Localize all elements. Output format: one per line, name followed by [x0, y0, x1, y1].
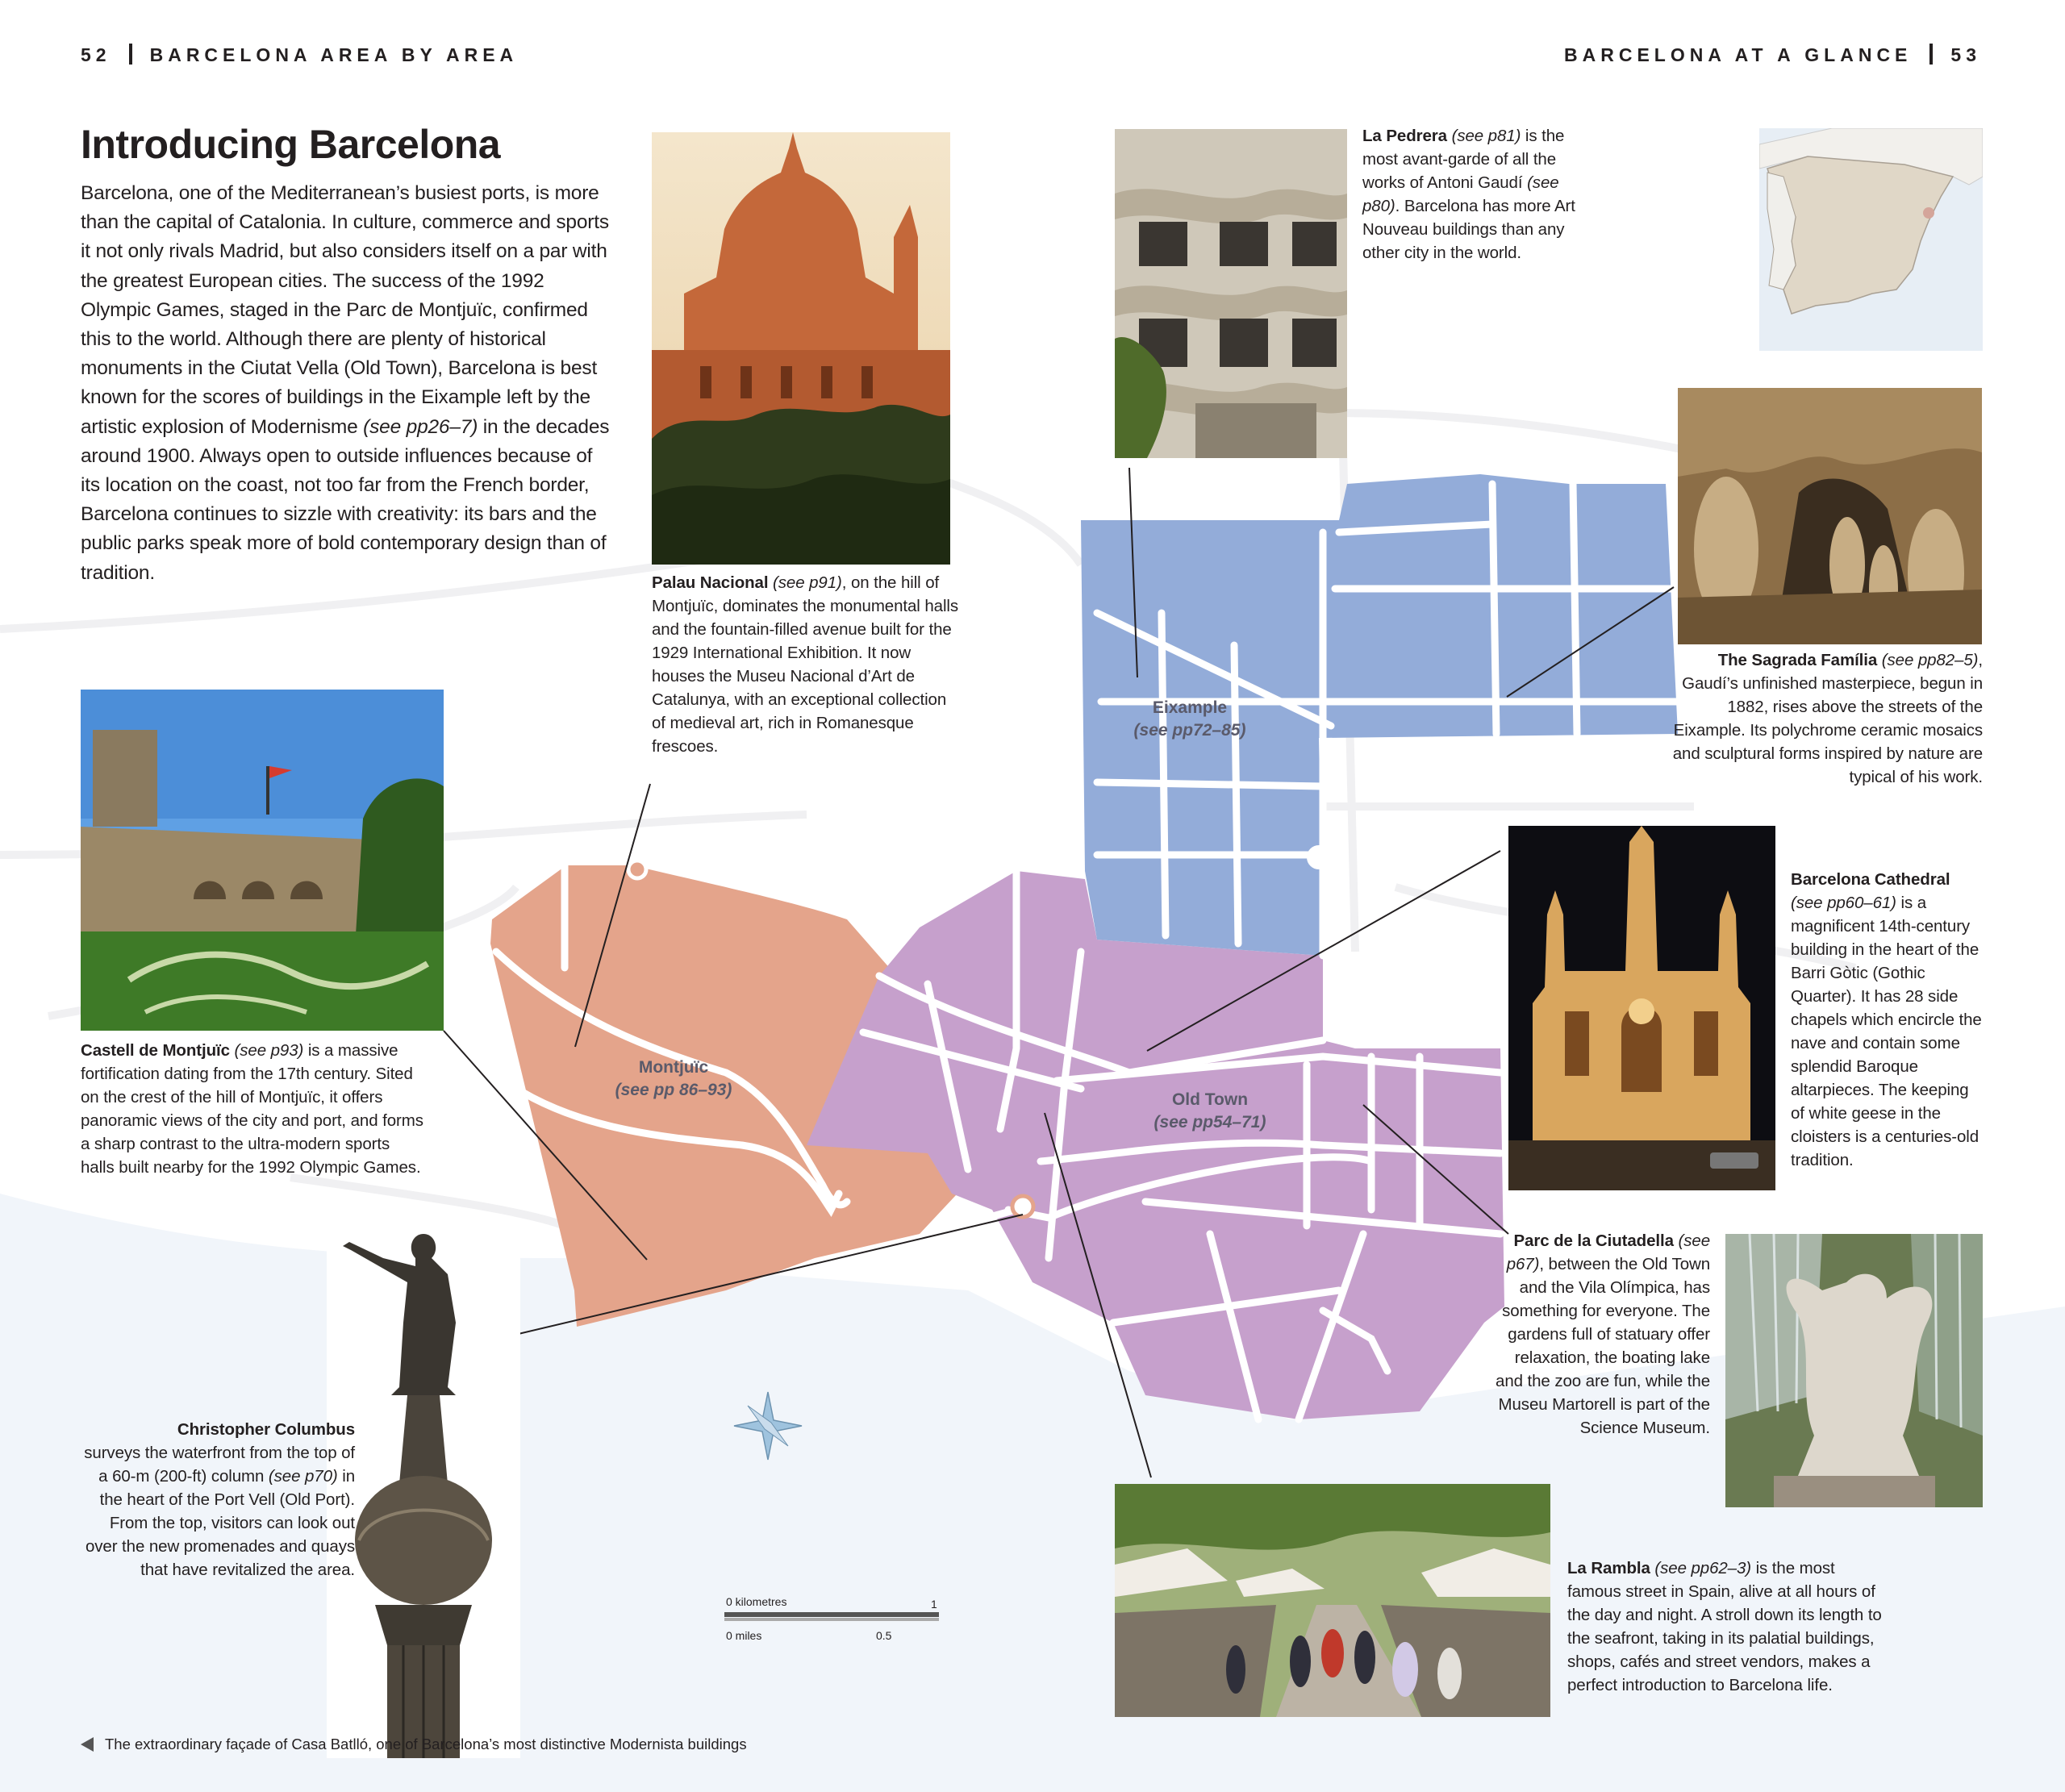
christopher-columbus-ref: (see p70): [268, 1467, 338, 1486]
montjuic-ref: (see pp 86–93): [615, 1081, 732, 1099]
oldtown-ref: (see pp54–71): [1153, 1113, 1266, 1131]
parc-de-la-ciutadella-photo: [1725, 1234, 1983, 1507]
la-pedrera-text-b: . Barcelona has more Art Nouveau buildings than any other city in the world.: [1362, 197, 1575, 262]
sagrada-familia-name: The Sagrada Família: [1717, 651, 1878, 669]
la-pedrera-name: La Pedrera: [1362, 127, 1447, 145]
montjuic-name: Montjuïc: [638, 1058, 709, 1077]
la-pedrera-ref2: (see p80): [1362, 173, 1559, 215]
parc-de-la-ciutadella-ref: (see p67): [1506, 1231, 1710, 1273]
intro-paragraph: [81, 179, 613, 588]
palau-nacional-name: Palau Nacional: [652, 573, 769, 592]
la-rambla-text: is the most famous street in Spain, alive at all hours of the day and night. A stroll down its length to the seafront, taking in its palatial buildings, shops, cafés and street vendors, makes a perfect introduction to Barcelona life.: [1567, 1559, 1882, 1694]
barcelona-cathedral-caption: [1791, 868, 1984, 1172]
barcelona-cathedral-photo: [1508, 826, 1775, 1190]
sagrada-familia-caption: [1662, 648, 1983, 789]
left-arrow-icon: [81, 1737, 94, 1752]
spain-locator-map: [1759, 128, 1983, 351]
la-pedrera-text-a: is the most avant-garde of all the works of Antoni Gaudí: [1362, 127, 1565, 192]
montjuic-label: [581, 1056, 766, 1102]
map-scale-bar: [724, 1595, 944, 1644]
eixample-name: Eixample: [1152, 698, 1228, 717]
la-pedrera-caption: [1362, 124, 1584, 265]
intro-text-1: Barcelona, one of the Mediterranean’s busiest ports, is more than the capital of Catalonia. In culture, commerce and sports it not only rivals Madrid, but also considers itself on a par with the greatest European cities. The success of the 1992 Olympic Games, staged in the Parc de Montjuïc, confirmed this to the world. Although there are plenty of historical monuments in the Ciutat Vella (Old Town), Barcelona is best known for the scores of buildings in the Eixample left by the artistic explosion of Modernisme: [81, 182, 609, 438]
palau-nacional-caption: [652, 571, 958, 758]
parc-de-la-ciutadella-caption: [1484, 1229, 1710, 1440]
christopher-columbus-text-b: in the heart of the Port Vell (Old Port). From the top, visitors can look out over the new promenades and quays that have revitalized the area.: [85, 1467, 355, 1579]
la-rambla-name: La Rambla: [1567, 1559, 1650, 1577]
scale-mi-label: 0 miles: [726, 1629, 762, 1642]
castell-de-montjuic-name: Castell de Montjuïc: [81, 1041, 230, 1060]
parc-de-la-ciutadella-text: , between the Old Town and the Vila Olímpica, has something for everyone. The gardens full of statuary offer relaxation, the boating lake and the zoo are fun, while the Museu Martorell is part of the Science Museum.: [1496, 1255, 1710, 1437]
oldtown-label: [1117, 1089, 1303, 1134]
la-rambla-photo: [1115, 1484, 1550, 1717]
palau-nacional-text: , on the hill of Montjuïc, dominates the monumental halls and the fountain-filled avenue built for the 1929 International Exhibition. It now houses the Museu Nacional d’Art de Catalunya, with an exceptional collection of medieval art, rich in Romanesque frescoes.: [652, 573, 959, 756]
barcelona-cathedral-name: Barcelona Cathedral: [1791, 870, 1950, 889]
sagrada-familia-ref: (see pp82–5): [1881, 651, 1979, 669]
intro-ref: (see pp26–7): [363, 415, 478, 438]
christopher-columbus-photo: [327, 1226, 520, 1758]
la-pedrera-photo: [1115, 129, 1347, 458]
castell-de-montjuic-ref: (see p93): [234, 1041, 304, 1060]
scale-km-label: 0 kilometres: [726, 1595, 787, 1608]
castell-de-montjuic-photo: [81, 690, 444, 1031]
palau-nacional-photo: [652, 132, 950, 565]
eixample-label: [1097, 697, 1283, 742]
barcelona-cathedral-text: is a magnificent 14th-century building in the heart of the Barri Gòtic (Gothic Quarter). It has 28 side chapels which encircle the nave and contain some splendid Baroque altarpieces. The keeping of white geese in the cloisters is a centuries-old tradition.: [1791, 894, 1982, 1169]
right-running-header: [1564, 44, 1981, 66]
christopher-columbus-text-a: surveys the waterfront from the top of a 60-m (200-ft) column: [84, 1444, 355, 1486]
left-running-header: [81, 44, 518, 66]
la-rambla-ref: (see pp62–3): [1654, 1559, 1751, 1577]
palau-nacional-ref: (see p91): [773, 573, 842, 592]
scale-mi-end: 0.5: [876, 1629, 892, 1642]
castell-de-montjuic-text: is a massive fortification dating from the 17th century. Sited on the crest of the hill of Montjuïc, it offers panoramic views of the city and port, and forms a sharp contrast to the ultra-modern sports halls built nearby for the 1992 Olympic Games.: [81, 1041, 423, 1177]
footer-caption: [81, 1736, 747, 1753]
page-title: Introducing Barcelona: [81, 122, 501, 167]
christopher-columbus-caption: [81, 1418, 355, 1582]
scale-km-end: 1: [931, 1598, 937, 1611]
sagrada-familia-photo: [1678, 388, 1982, 644]
christopher-columbus-name: Christopher Columbus: [177, 1420, 355, 1439]
right-page-number: 53: [1950, 44, 1981, 65]
intro-text-2: in the decades around 1900. Always open to outside influences because of its location on the coast, not too far from the French border, Barcelona continues to sizzle with creativity: its bars and the public parks speak more of bold contemporary design than of tradition.: [81, 415, 610, 584]
left-section-title: BARCELONA AREA BY AREA: [149, 44, 519, 65]
footer-text: The extraordinary façade of Casa Batlló, one of Barcelona’s most distinctive Modernista buildings: [105, 1736, 747, 1752]
barcelona-cathedral-ref: (see pp60–61): [1791, 894, 1896, 912]
right-section-title: BARCELONA AT A GLANCE: [1564, 44, 1913, 65]
la-pedrera-ref: (see p81): [1451, 127, 1521, 145]
left-page-number: 52: [81, 44, 111, 65]
eixample-ref: (see pp72–85): [1133, 721, 1246, 740]
parc-de-la-ciutadella-name: Parc de la Ciutadella: [1513, 1231, 1674, 1250]
la-rambla-caption: [1567, 1557, 1890, 1697]
sagrada-familia-text: , Gaudí’s unfinished masterpiece, begun in 1882, rises above the streets of the Eixample. Its polychrome ceramic mosaics and sculptural forms inspired by nature are typical of his work.: [1672, 651, 1983, 786]
castell-de-montjuic-caption: [81, 1039, 428, 1179]
oldtown-name: Old Town: [1171, 1090, 1249, 1109]
